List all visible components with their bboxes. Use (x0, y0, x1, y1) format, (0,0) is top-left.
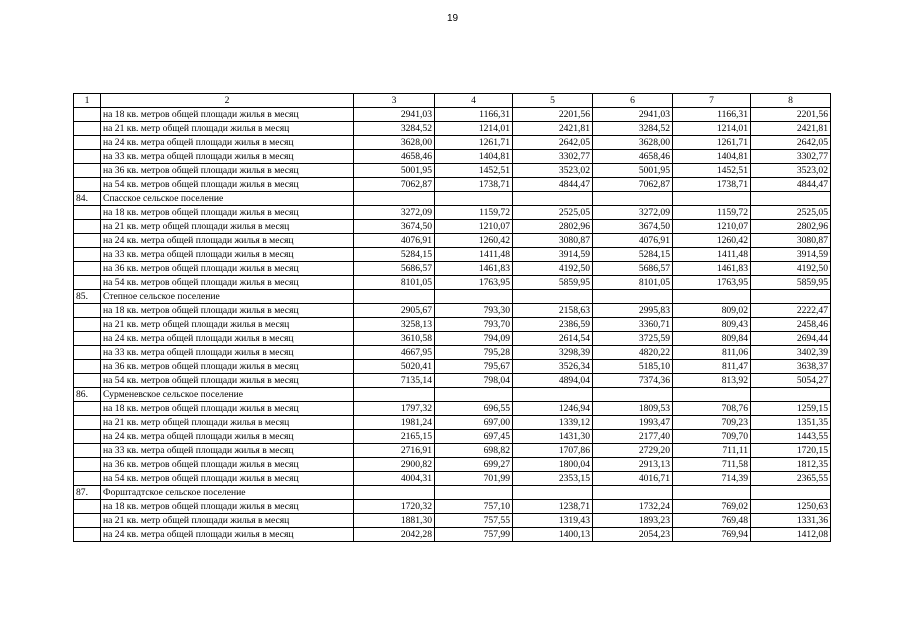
value-cell-col-7: 811,06 (673, 346, 751, 360)
value-cell-col-6: 5284,15 (593, 248, 673, 262)
value-cell-col-6: 3284,52 (593, 122, 673, 136)
value-cell-col-4: 794,09 (435, 332, 513, 346)
row-number-cell (74, 304, 101, 318)
value-cell-col-7: 1763,95 (673, 276, 751, 290)
value-cell-col-7 (673, 486, 751, 500)
table-row (74, 248, 831, 262)
value-cell-col-7: 1452,51 (673, 164, 751, 178)
row-number-cell (74, 248, 101, 262)
settlement-row (74, 192, 831, 206)
value-cell-col-3: 5001,95 (354, 164, 435, 178)
value-cell-col-8: 1720,15 (751, 444, 831, 458)
table-row (74, 346, 831, 360)
value-cell-col-8: 3914,59 (751, 248, 831, 262)
norm-description-cell: на 36 кв. метров общей площади жилья в месяц (101, 360, 354, 374)
column-number-cell: 2 (101, 94, 354, 108)
value-cell-col-3: 5284,15 (354, 248, 435, 262)
value-cell-col-5: 1800,04 (513, 458, 593, 472)
value-cell-col-7: 769,94 (673, 528, 751, 542)
table-row (74, 430, 831, 444)
value-cell-col-8: 3080,87 (751, 234, 831, 248)
norm-description-cell: на 54 кв. метров общей площади жилья в месяц (101, 472, 354, 486)
page-number: 19 (446, 13, 459, 24)
value-cell-col-7 (673, 192, 751, 206)
value-cell-col-5: 1339,12 (513, 416, 593, 430)
value-cell-col-4: 757,99 (435, 528, 513, 542)
value-cell-col-3: 4004,31 (354, 472, 435, 486)
value-cell-col-3: 4076,91 (354, 234, 435, 248)
value-cell-col-6: 4658,46 (593, 150, 673, 164)
value-cell-col-4: 757,55 (435, 514, 513, 528)
table-row (74, 178, 831, 192)
table-row (74, 108, 831, 122)
row-number-cell (74, 360, 101, 374)
value-cell-col-8: 1351,35 (751, 416, 831, 430)
value-cell-col-5: 2525,05 (513, 206, 593, 220)
norm-description-cell: на 33 кв. метра общей площади жилья в месяц (101, 150, 354, 164)
value-cell-col-4: 1763,95 (435, 276, 513, 290)
value-cell-col-3: 1720,32 (354, 500, 435, 514)
column-number-cell: 4 (435, 94, 513, 108)
value-cell-col-5 (513, 192, 593, 206)
table-row (74, 304, 831, 318)
value-cell-col-4: 798,04 (435, 374, 513, 388)
norm-description-cell: на 33 кв. метра общей площади жилья в месяц (101, 346, 354, 360)
column-number-cell: 8 (751, 94, 831, 108)
value-cell-col-3: 7135,14 (354, 374, 435, 388)
value-cell-col-7: 714,39 (673, 472, 751, 486)
value-cell-col-7: 1260,42 (673, 234, 751, 248)
value-cell-col-3: 2165,15 (354, 430, 435, 444)
value-cell-col-8: 4844,47 (751, 178, 831, 192)
value-cell-col-4: 1738,71 (435, 178, 513, 192)
value-cell-col-4: 1404,81 (435, 150, 513, 164)
norm-description-cell: на 18 кв. метров общей площади жилья в месяц (101, 206, 354, 220)
value-cell-col-7: 709,23 (673, 416, 751, 430)
value-cell-col-5 (513, 290, 593, 304)
value-cell-col-7: 1461,83 (673, 262, 751, 276)
table-row (74, 514, 831, 528)
table-row (74, 262, 831, 276)
value-cell-col-5: 3298,39 (513, 346, 593, 360)
value-cell-col-3: 3674,50 (354, 220, 435, 234)
value-cell-col-8: 3302,77 (751, 150, 831, 164)
value-cell-col-8: 3523,02 (751, 164, 831, 178)
value-cell-col-8: 2642,05 (751, 136, 831, 150)
row-number-cell (74, 178, 101, 192)
value-cell-col-5: 2614,54 (513, 332, 593, 346)
value-cell-col-6: 4820,22 (593, 346, 673, 360)
row-number-cell (74, 430, 101, 444)
value-cell-col-3: 1981,24 (354, 416, 435, 430)
table-row (74, 136, 831, 150)
norm-description-cell: на 54 кв. метров общей площади жилья в месяц (101, 178, 354, 192)
norm-description-cell: на 21 кв. метр общей площади жилья в месяц (101, 318, 354, 332)
table-row (74, 528, 831, 542)
row-number-cell (74, 332, 101, 346)
table-row (74, 374, 831, 388)
column-number-cell: 5 (513, 94, 593, 108)
value-cell-col-6 (593, 486, 673, 500)
row-number-cell (74, 416, 101, 430)
norm-description-cell: на 54 кв. метров общей площади жилья в месяц (101, 374, 354, 388)
norm-description-cell: на 24 кв. метра общей площади жилья в месяц (101, 430, 354, 444)
value-cell-col-6: 2913,13 (593, 458, 673, 472)
table-row (74, 206, 831, 220)
row-number-cell (74, 136, 101, 150)
norm-description-cell: на 33 кв. метра общей площади жилья в месяц (101, 248, 354, 262)
value-cell-col-5: 3080,87 (513, 234, 593, 248)
row-number-cell (74, 276, 101, 290)
value-cell-col-8: 2201,56 (751, 108, 831, 122)
value-cell-col-8: 1250,63 (751, 500, 831, 514)
value-cell-col-7: 1159,72 (673, 206, 751, 220)
value-cell-col-6: 3272,09 (593, 206, 673, 220)
value-cell-col-3: 3284,52 (354, 122, 435, 136)
settlement-name-cell: Форштадтское сельское поселение (101, 486, 354, 500)
value-cell-col-7: 1214,01 (673, 122, 751, 136)
value-cell-col-6: 5001,95 (593, 164, 673, 178)
value-cell-col-5: 3914,59 (513, 248, 593, 262)
value-cell-col-6: 7062,87 (593, 178, 673, 192)
norm-description-cell: на 21 кв. метр общей площади жилья в месяц (101, 514, 354, 528)
value-cell-col-6: 1732,24 (593, 500, 673, 514)
row-number-cell (74, 234, 101, 248)
value-cell-col-6: 3360,71 (593, 318, 673, 332)
value-cell-col-5: 5859,95 (513, 276, 593, 290)
table-row (74, 220, 831, 234)
norm-description-cell: на 21 кв. метр общей площади жилья в месяц (101, 122, 354, 136)
row-number-cell (74, 150, 101, 164)
value-cell-col-4: 795,67 (435, 360, 513, 374)
value-cell-col-8: 1259,15 (751, 402, 831, 416)
column-number-row (74, 94, 831, 108)
settlement-name-cell: Сурменевское сельское поселение (101, 388, 354, 402)
table-row (74, 500, 831, 514)
table-row (74, 444, 831, 458)
value-cell-col-8: 5054,27 (751, 374, 831, 388)
value-cell-col-8 (751, 486, 831, 500)
value-cell-col-5 (513, 388, 593, 402)
norm-description-cell: на 18 кв. метров общей площади жилья в месяц (101, 304, 354, 318)
value-cell-col-5: 1400,13 (513, 528, 593, 542)
table-row (74, 234, 831, 248)
value-cell-col-8: 5859,95 (751, 276, 831, 290)
value-cell-col-7: 769,48 (673, 514, 751, 528)
table-row (74, 416, 831, 430)
value-cell-col-5: 4192,50 (513, 262, 593, 276)
value-cell-col-6: 8101,05 (593, 276, 673, 290)
value-cell-col-6 (593, 290, 673, 304)
value-cell-col-3: 5686,57 (354, 262, 435, 276)
value-cell-col-3: 7062,87 (354, 178, 435, 192)
row-number-cell (74, 122, 101, 136)
value-cell-col-8: 1412,08 (751, 528, 831, 542)
value-cell-col-4 (435, 192, 513, 206)
value-cell-col-4 (435, 486, 513, 500)
value-cell-col-3: 3272,09 (354, 206, 435, 220)
norm-description-cell: на 18 кв. метров общей площади жилья в месяц (101, 500, 354, 514)
value-cell-col-8: 3402,39 (751, 346, 831, 360)
value-cell-col-7: 1210,07 (673, 220, 751, 234)
value-cell-col-3 (354, 388, 435, 402)
row-number-cell: 85. (74, 290, 101, 304)
value-cell-col-3: 3258,13 (354, 318, 435, 332)
value-cell-col-3: 4667,95 (354, 346, 435, 360)
settlement-row (74, 388, 831, 402)
value-cell-col-4: 1411,48 (435, 248, 513, 262)
value-cell-col-5: 1431,30 (513, 430, 593, 444)
value-cell-col-6: 1809,53 (593, 402, 673, 416)
value-cell-col-8: 4192,50 (751, 262, 831, 276)
settlement-name-cell: Степное сельское поселение (101, 290, 354, 304)
value-cell-col-5: 2642,05 (513, 136, 593, 150)
table-row (74, 276, 831, 290)
value-cell-col-4: 1461,83 (435, 262, 513, 276)
value-cell-col-4 (435, 290, 513, 304)
value-cell-col-3 (354, 290, 435, 304)
row-number-cell (74, 374, 101, 388)
value-cell-col-5: 2353,15 (513, 472, 593, 486)
value-cell-col-7: 711,58 (673, 458, 751, 472)
row-number-cell (74, 402, 101, 416)
value-cell-col-6: 1993,47 (593, 416, 673, 430)
value-cell-col-8: 2458,46 (751, 318, 831, 332)
row-number-cell (74, 164, 101, 178)
value-cell-col-6: 5686,57 (593, 262, 673, 276)
value-cell-col-5: 2421,81 (513, 122, 593, 136)
column-number-cell: 1 (74, 94, 101, 108)
value-cell-col-7: 711,11 (673, 444, 751, 458)
value-cell-col-4: 1210,07 (435, 220, 513, 234)
value-cell-col-4: 697,45 (435, 430, 513, 444)
value-cell-col-4: 757,10 (435, 500, 513, 514)
row-number-cell (74, 262, 101, 276)
norm-description-cell: на 24 кв. метра общей площади жилья в месяц (101, 332, 354, 346)
row-number-cell (74, 528, 101, 542)
value-cell-col-4: 1452,51 (435, 164, 513, 178)
table-row (74, 360, 831, 374)
table-body (74, 108, 831, 542)
value-cell-col-7: 1738,71 (673, 178, 751, 192)
value-cell-col-3 (354, 192, 435, 206)
tariff-table (73, 93, 831, 542)
value-cell-col-6: 3628,00 (593, 136, 673, 150)
value-cell-col-4: 795,28 (435, 346, 513, 360)
norm-description-cell: на 24 кв. метра общей площади жилья в месяц (101, 234, 354, 248)
value-cell-col-6: 2177,40 (593, 430, 673, 444)
row-number-cell (74, 220, 101, 234)
value-cell-col-5: 3302,77 (513, 150, 593, 164)
value-cell-col-5: 3526,34 (513, 360, 593, 374)
value-cell-col-6: 7374,36 (593, 374, 673, 388)
value-cell-col-4: 793,30 (435, 304, 513, 318)
norm-description-cell: на 54 кв. метров общей площади жилья в месяц (101, 276, 354, 290)
value-cell-col-3: 2042,28 (354, 528, 435, 542)
value-cell-col-5: 4894,04 (513, 374, 593, 388)
value-cell-col-4: 697,00 (435, 416, 513, 430)
row-number-cell (74, 472, 101, 486)
value-cell-col-7: 1411,48 (673, 248, 751, 262)
value-cell-col-7: 813,92 (673, 374, 751, 388)
value-cell-col-4: 793,70 (435, 318, 513, 332)
column-number-cell: 7 (673, 94, 751, 108)
value-cell-col-8: 2694,44 (751, 332, 831, 346)
norm-description-cell: на 33 кв. метра общей площади жилья в месяц (101, 444, 354, 458)
value-cell-col-7: 809,84 (673, 332, 751, 346)
value-cell-col-7 (673, 290, 751, 304)
value-cell-col-5: 1238,71 (513, 500, 593, 514)
value-cell-col-8 (751, 192, 831, 206)
value-cell-col-6: 2054,23 (593, 528, 673, 542)
settlement-row (74, 290, 831, 304)
value-cell-col-8: 3638,37 (751, 360, 831, 374)
value-cell-col-3: 2900,82 (354, 458, 435, 472)
value-cell-col-6: 2995,83 (593, 304, 673, 318)
value-cell-col-4: 699,27 (435, 458, 513, 472)
table-row (74, 402, 831, 416)
value-cell-col-8: 2421,81 (751, 122, 831, 136)
norm-description-cell: на 24 кв. метра общей площади жилья в месяц (101, 528, 354, 542)
value-cell-col-4: 698,82 (435, 444, 513, 458)
value-cell-col-8: 1443,55 (751, 430, 831, 444)
value-cell-col-4: 1166,31 (435, 108, 513, 122)
norm-description-cell: на 18 кв. метров общей площади жилья в месяц (101, 108, 354, 122)
value-cell-col-3: 4658,46 (354, 150, 435, 164)
row-number-cell (74, 108, 101, 122)
settlement-row (74, 486, 831, 500)
value-cell-col-4: 701,99 (435, 472, 513, 486)
value-cell-col-5: 2802,96 (513, 220, 593, 234)
value-cell-col-3: 2716,91 (354, 444, 435, 458)
table-row (74, 472, 831, 486)
value-cell-col-7: 709,70 (673, 430, 751, 444)
value-cell-col-7: 809,43 (673, 318, 751, 332)
value-cell-col-5: 2386,59 (513, 318, 593, 332)
value-cell-col-7: 811,47 (673, 360, 751, 374)
value-cell-col-8 (751, 388, 831, 402)
row-number-cell: 84. (74, 192, 101, 206)
value-cell-col-6 (593, 388, 673, 402)
column-number-cell: 6 (593, 94, 673, 108)
value-cell-col-4: 1260,42 (435, 234, 513, 248)
value-cell-col-5 (513, 486, 593, 500)
value-cell-col-7: 1404,81 (673, 150, 751, 164)
table-row (74, 318, 831, 332)
row-number-cell: 87. (74, 486, 101, 500)
table-row (74, 164, 831, 178)
value-cell-col-6: 5185,10 (593, 360, 673, 374)
value-cell-col-6: 4076,91 (593, 234, 673, 248)
value-cell-col-6: 4016,71 (593, 472, 673, 486)
norm-description-cell: на 36 кв. метров общей площади жилья в месяц (101, 458, 354, 472)
value-cell-col-3: 1881,30 (354, 514, 435, 528)
value-cell-col-7: 1261,71 (673, 136, 751, 150)
value-cell-col-7: 1166,31 (673, 108, 751, 122)
value-cell-col-6: 2729,20 (593, 444, 673, 458)
value-cell-col-5: 2158,63 (513, 304, 593, 318)
value-cell-col-7 (673, 388, 751, 402)
value-cell-col-8 (751, 290, 831, 304)
value-cell-col-5: 3523,02 (513, 164, 593, 178)
value-cell-col-3: 3628,00 (354, 136, 435, 150)
norm-description-cell: на 24 кв. метра общей площади жилья в месяц (101, 136, 354, 150)
value-cell-col-6: 3674,50 (593, 220, 673, 234)
table-row (74, 150, 831, 164)
value-cell-col-4: 696,55 (435, 402, 513, 416)
value-cell-col-3: 2905,67 (354, 304, 435, 318)
value-cell-col-3: 8101,05 (354, 276, 435, 290)
row-number-cell (74, 318, 101, 332)
value-cell-col-8: 2802,96 (751, 220, 831, 234)
row-number-cell (74, 500, 101, 514)
value-cell-col-3: 3610,58 (354, 332, 435, 346)
value-cell-col-8: 1812,35 (751, 458, 831, 472)
value-cell-col-7: 769,02 (673, 500, 751, 514)
value-cell-col-8: 2222,47 (751, 304, 831, 318)
value-cell-col-3: 5020,41 (354, 360, 435, 374)
table-row (74, 458, 831, 472)
value-cell-col-8: 2525,05 (751, 206, 831, 220)
value-cell-col-8: 1331,36 (751, 514, 831, 528)
value-cell-col-5: 4844,47 (513, 178, 593, 192)
value-cell-col-5: 1319,43 (513, 514, 593, 528)
value-cell-col-6: 2941,03 (593, 108, 673, 122)
value-cell-col-5: 2201,56 (513, 108, 593, 122)
value-cell-col-4: 1261,71 (435, 136, 513, 150)
value-cell-col-3: 2941,03 (354, 108, 435, 122)
value-cell-col-6 (593, 192, 673, 206)
value-cell-col-7: 809,02 (673, 304, 751, 318)
value-cell-col-5: 1707,86 (513, 444, 593, 458)
value-cell-col-4 (435, 388, 513, 402)
settlement-name-cell: Спасское сельское поселение (101, 192, 354, 206)
value-cell-col-8: 2365,55 (751, 472, 831, 486)
norm-description-cell: на 36 кв. метров общей площади жилья в месяц (101, 262, 354, 276)
column-number-cell: 3 (354, 94, 435, 108)
value-cell-col-7: 708,76 (673, 402, 751, 416)
value-cell-col-6: 1893,23 (593, 514, 673, 528)
value-cell-col-3 (354, 486, 435, 500)
norm-description-cell: на 21 кв. метр общей площади жилья в месяц (101, 416, 354, 430)
row-number-cell: 86. (74, 388, 101, 402)
value-cell-col-3: 1797,32 (354, 402, 435, 416)
value-cell-col-5: 1246,94 (513, 402, 593, 416)
row-number-cell (74, 458, 101, 472)
table-row (74, 122, 831, 136)
value-cell-col-4: 1214,01 (435, 122, 513, 136)
norm-description-cell: на 18 кв. метров общей площади жилья в месяц (101, 402, 354, 416)
norm-description-cell: на 21 кв. метр общей площади жилья в месяц (101, 220, 354, 234)
row-number-cell (74, 514, 101, 528)
row-number-cell (74, 444, 101, 458)
norm-description-cell: на 36 кв. метров общей площади жилья в месяц (101, 164, 354, 178)
value-cell-col-6: 3725,59 (593, 332, 673, 346)
row-number-cell (74, 346, 101, 360)
table-row (74, 332, 831, 346)
row-number-cell (74, 206, 101, 220)
value-cell-col-4: 1159,72 (435, 206, 513, 220)
